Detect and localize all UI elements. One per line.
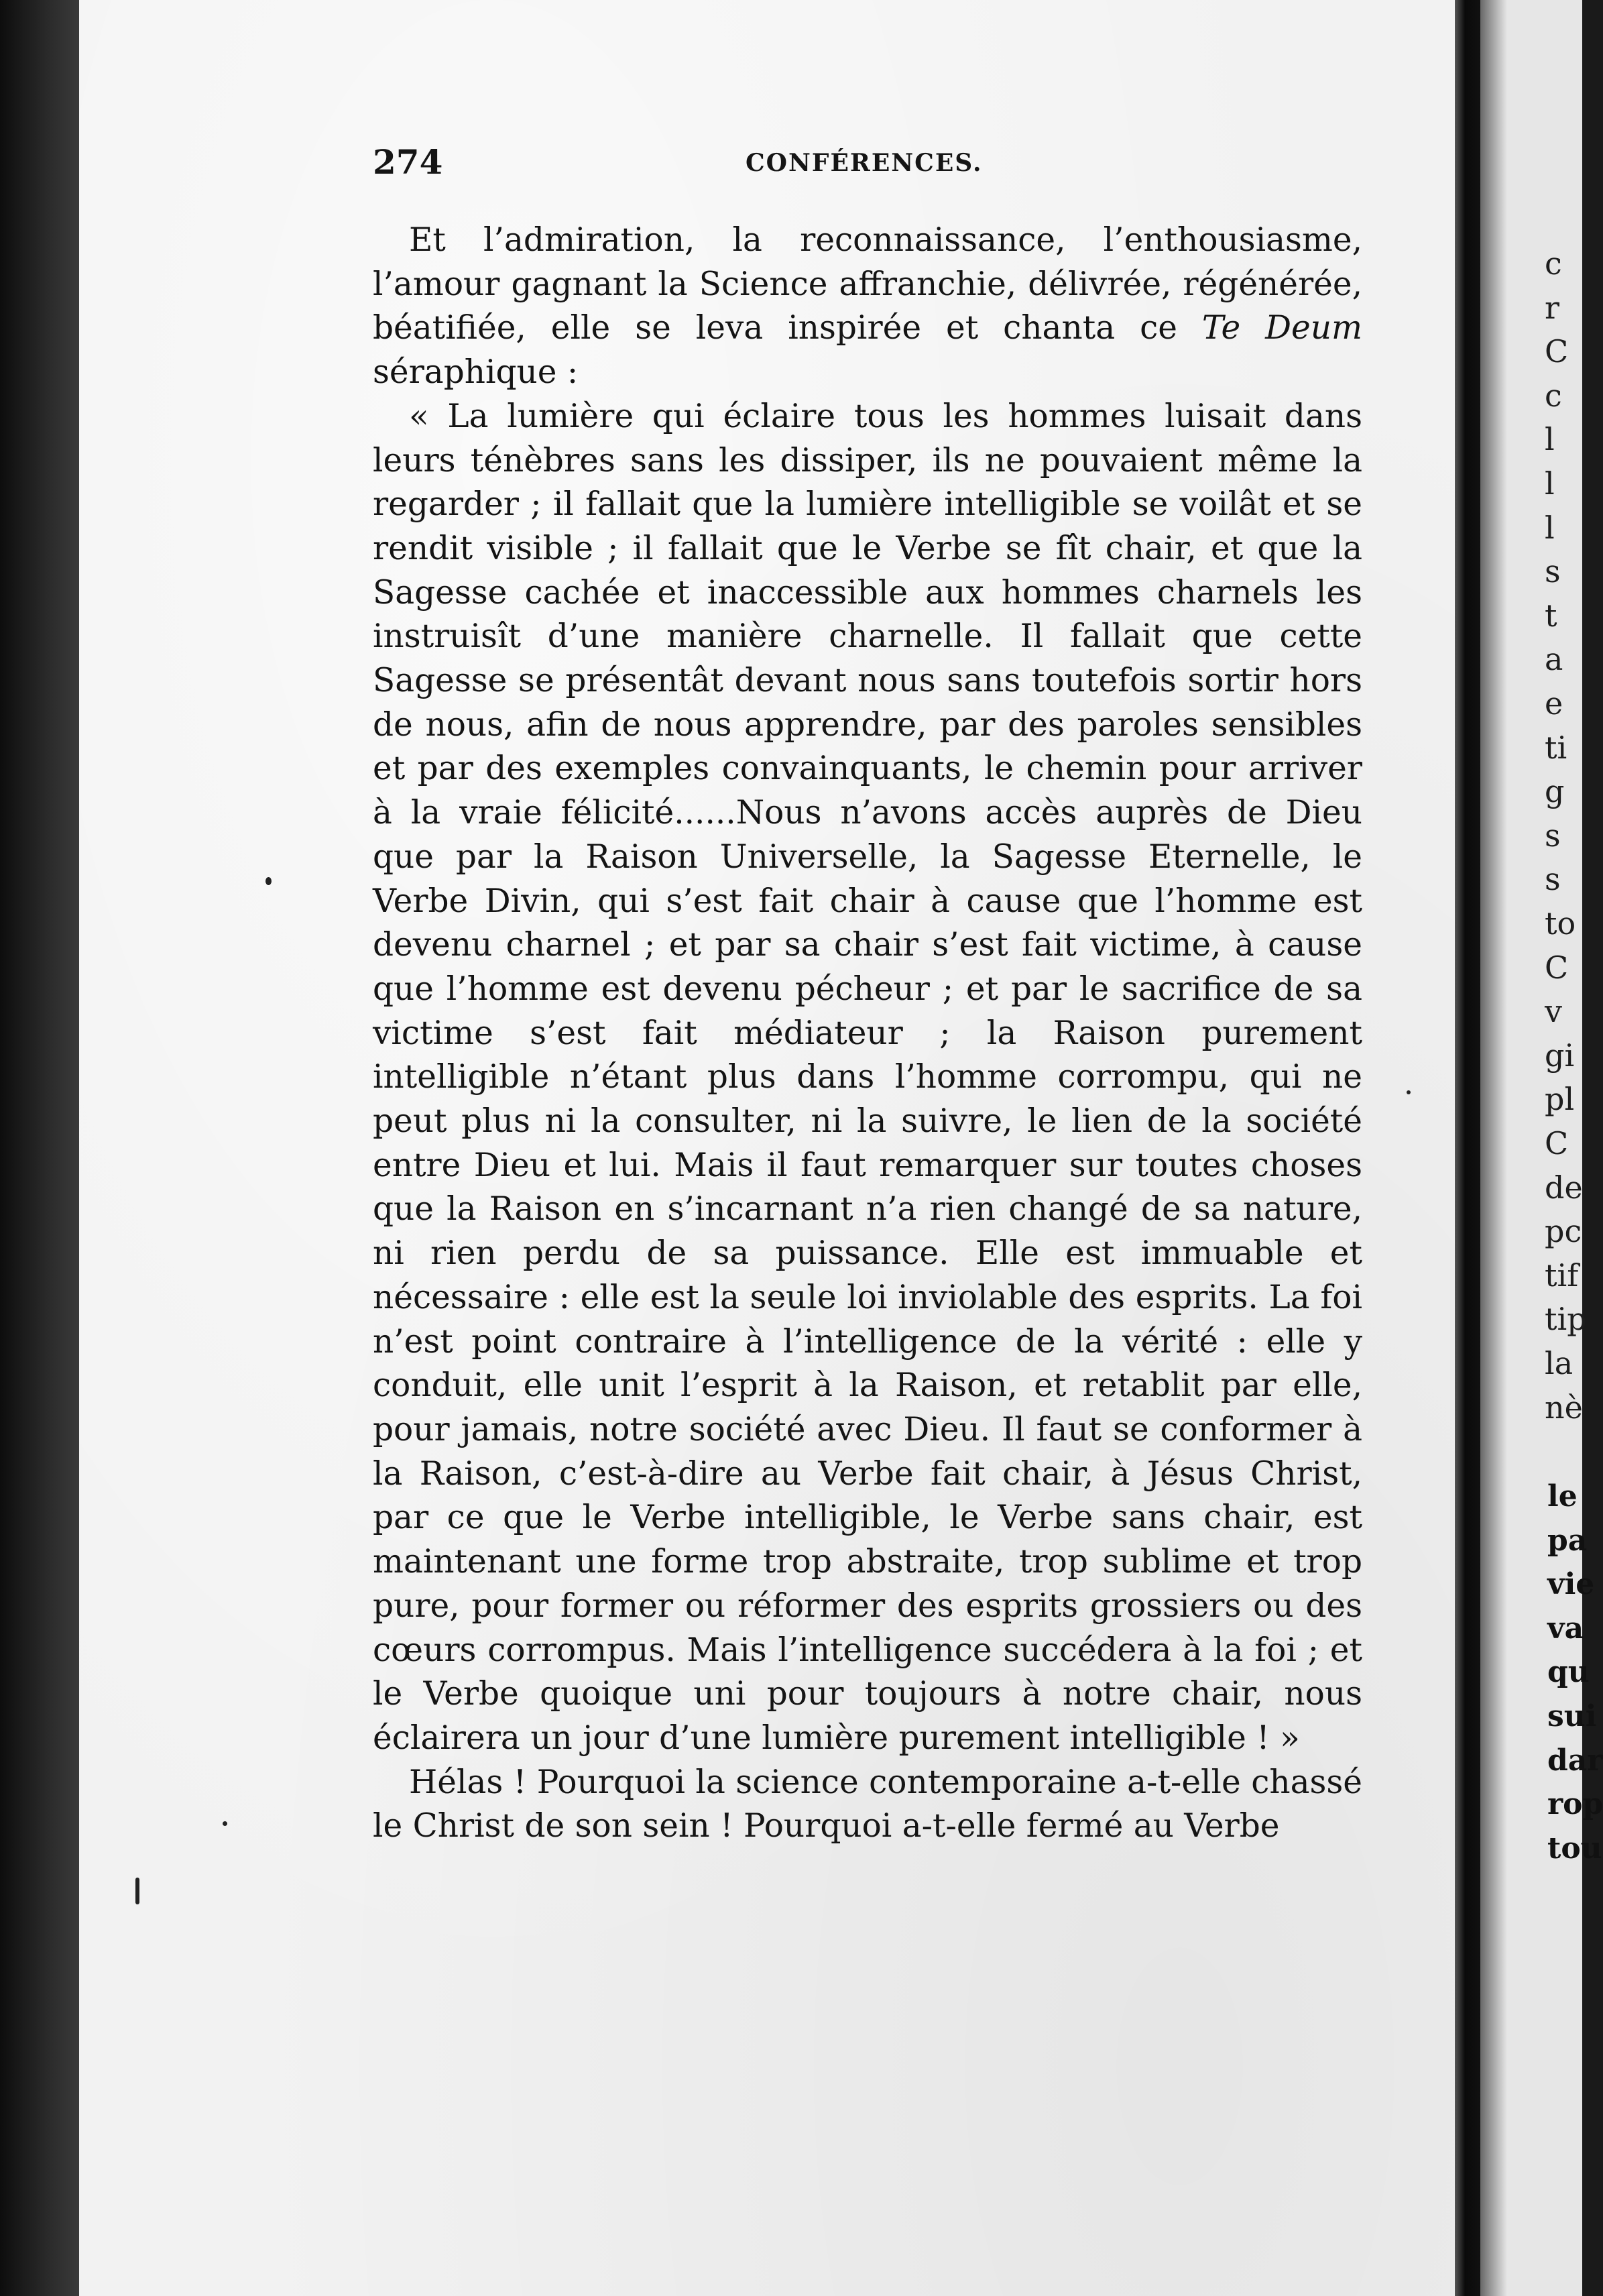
- paragraph-2-quote: « La lumière qui éclaire tous les hommes luisait dans leurs ténèbres sans les dissiper, ils ne pouvaient même la regarder ; il fallait que la lumière intelligible se voilât et se rendit visible ; il fallait que le Verbe se fît chair, et que la Sagesse cachée et inaccessible aux hommes charnels les instruisît d’une manière charnelle. Il fallait que cette Sagesse se présentât devant nous sans toutefois sortir hors de nous, afin de nous apprendre, par des paroles sensibles et par des exemples convainquants, le chemin pour arriver à la vraie félicité......Nous n’avons accès auprès de Dieu que par la Raison Universelle, la Sagesse Eternelle, le Verbe Divin, qui s’est fait chair à cause que l’homme est devenu charnel ; et par sa chair s’est fait victime, à cause que l’homme est devenu pécheur ; et par le sacrifice de sa victime s’est fait médiateur ; la Raison purement intelligible n’étant plus dans l’homme corrompu, qui ne peut plus ni la consulter, ni la suivre, le lien de la société entre Dieu et lui. Mais il faut remarquer sur toutes choses que la Raison en s’incarnant n’a rien changé de sa nature, ni rien perdu de sa puissance. Elle est immuable et nécessaire : elle est la seule loi inviolable des esprits. La foi n’est point contraire à l’intelligence de la vérité : elle y conduit, elle unit l’esprit à la Raison, et retablit par elle, pour jamais, notre société avec Dieu. Il faut se conformer à la Raison, c’est-à-dire au Verbe fait chair, à Jésus Christ, par ce que le Verbe intelligible, le Verbe sans chair, est maintenant une forme trop abstraite, trop sublime et trop pure, pour former ou réformer des esprits grossiers ou des cœurs corrompus. Mais l’intelligence succédera à la foi ; et le Verbe quoique uni pour toujours à notre chair, nous éclairera un jour d’une lumière purement intelligible ! »: [373, 397, 1362, 1757]
- paragraph-1-text: Et l’admiration, la reconnaissance, l’enthousiasme, l’amour gagnant la Science affranchie, délivrée, régénérée, béatifiée, elle se leva inspirée et chanta ce: [373, 221, 1362, 347]
- facing-line: t: [1545, 597, 1557, 634]
- facing-line: a: [1545, 641, 1563, 678]
- book-gutter: [1455, 0, 1480, 2296]
- facing-line: de: [1545, 1169, 1583, 1206]
- facing-page-shadow: [1480, 0, 1507, 2296]
- facing-line: vie: [1547, 1567, 1595, 1602]
- facing-line: C: [1545, 1125, 1569, 1161]
- facing-line: tou: [1547, 1831, 1602, 1866]
- facing-line: e: [1545, 685, 1563, 722]
- facing-line: tip: [1545, 1301, 1587, 1338]
- facing-line: pa: [1547, 1523, 1588, 1558]
- facing-line: s: [1545, 861, 1561, 898]
- facing-line: s: [1545, 817, 1561, 854]
- facing-line: la: [1545, 1345, 1574, 1381]
- facing-line: l: [1545, 465, 1555, 502]
- paragraph-1: [373, 219, 1362, 395]
- facing-line: dar: [1547, 1743, 1603, 1778]
- facing-line: s: [1545, 553, 1561, 590]
- facing-line: nè: [1545, 1389, 1583, 1426]
- facing-line: l: [1545, 421, 1555, 458]
- facing-line: gi: [1545, 1037, 1575, 1074]
- facing-line: tif: [1545, 1257, 1579, 1294]
- facing-line: to: [1545, 905, 1576, 941]
- facing-line: c: [1545, 377, 1562, 414]
- facing-line: v: [1545, 993, 1562, 1030]
- paragraph-3: Hélas ! Pourquoi la science contemporaine a-t-elle chassé le Christ de son sein ! Pourquoi a-t-elle fermé au Verbe: [373, 1763, 1362, 1845]
- facing-line: qu: [1547, 1655, 1590, 1690]
- facing-line: rop: [1547, 1787, 1603, 1822]
- running-head: CONFÉRENCES.: [746, 149, 983, 177]
- body-text: [373, 219, 1362, 1849]
- facing-line: l: [1545, 509, 1555, 546]
- facing-line: ti: [1545, 729, 1567, 766]
- facing-line: g: [1545, 773, 1565, 810]
- facing-line: le: [1547, 1479, 1578, 1513]
- page-header: [373, 142, 1362, 189]
- ink-speck: [223, 1821, 227, 1826]
- facing-line: pl: [1545, 1081, 1575, 1118]
- paragraph-1-text-end: séraphique :: [373, 353, 579, 392]
- ink-speck: [265, 877, 272, 885]
- te-deum-italic: Te Deum: [1201, 309, 1362, 347]
- scan-left-border: [0, 0, 79, 2296]
- facing-line: va: [1547, 1611, 1584, 1646]
- ink-speck: [135, 1878, 139, 1904]
- facing-line: c: [1545, 245, 1562, 282]
- facing-page-edge: [1480, 0, 1603, 2296]
- page-number: 274: [373, 142, 443, 182]
- facing-line: pc: [1545, 1213, 1582, 1250]
- facing-line: r: [1545, 289, 1559, 326]
- facing-line: C: [1545, 949, 1569, 986]
- facing-line: sui: [1547, 1699, 1597, 1733]
- ink-speck: [1407, 1090, 1411, 1094]
- facing-line: C: [1545, 333, 1569, 370]
